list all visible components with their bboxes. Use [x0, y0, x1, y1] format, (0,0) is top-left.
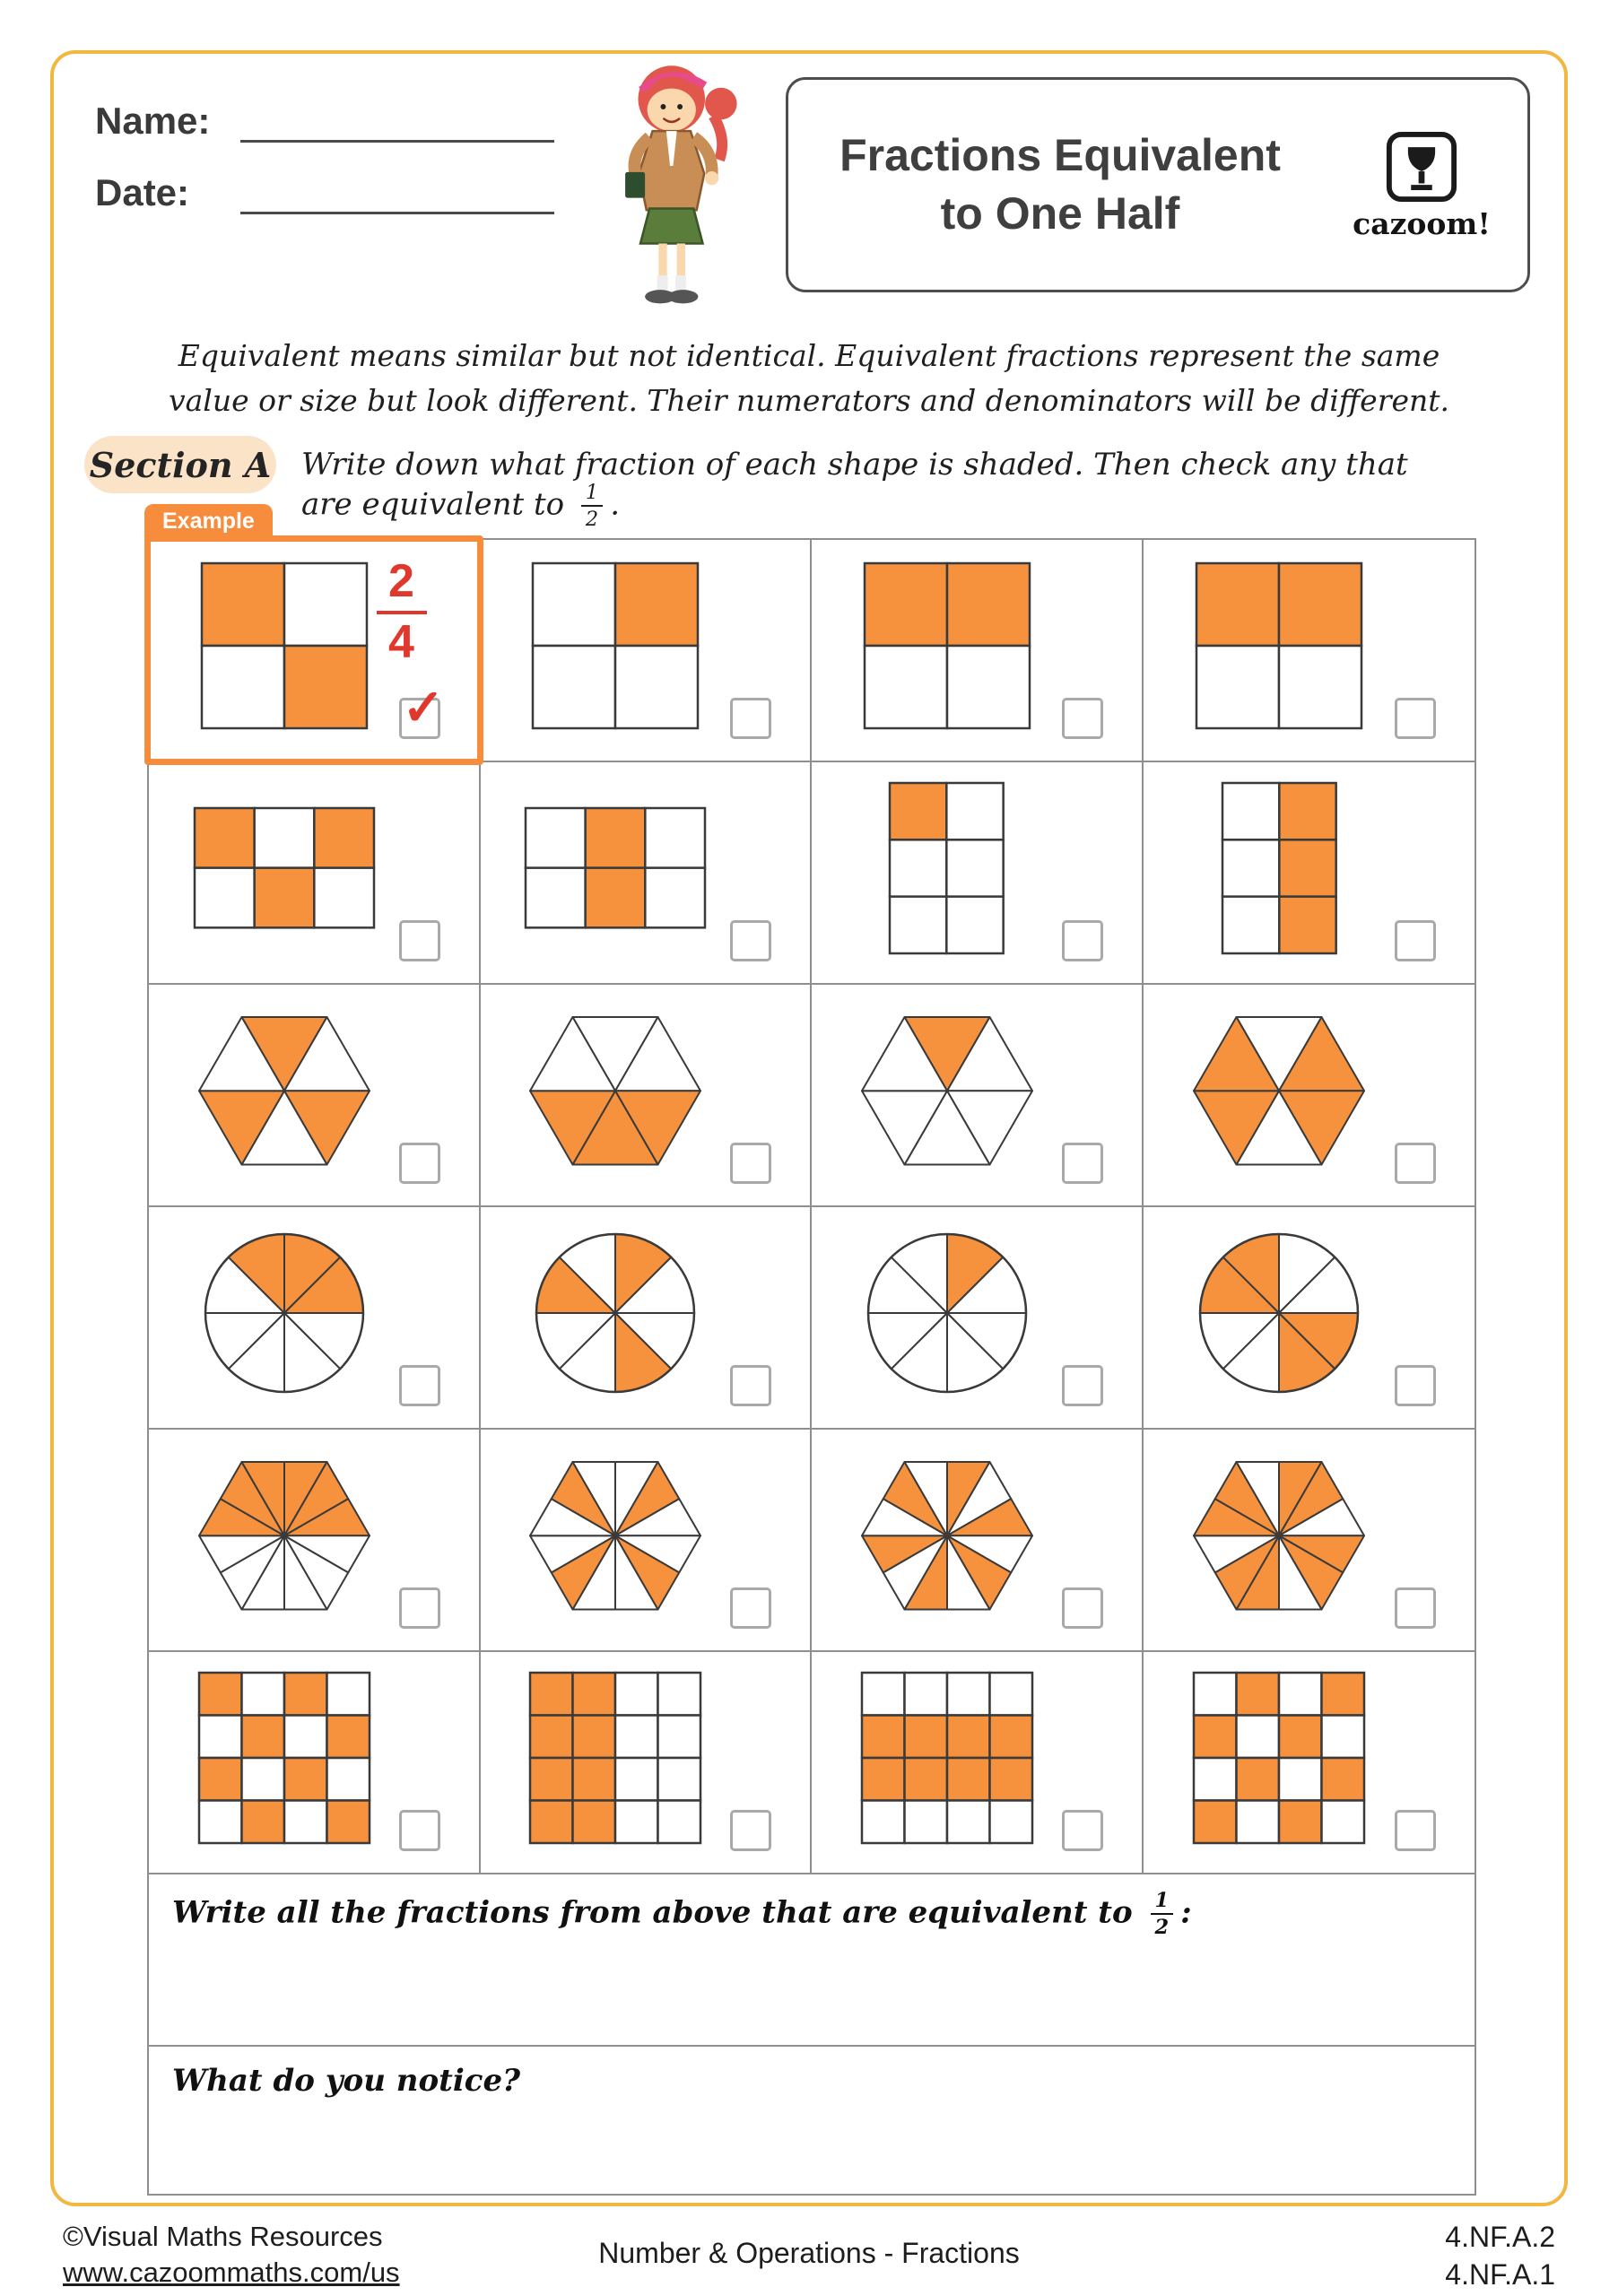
write-fractions-box[interactable]: [149, 1874, 1474, 2047]
fraction-shape-hex6: [812, 988, 1083, 1193]
goblet-icon: [1384, 129, 1459, 204]
website-link[interactable]: www.cazoommaths.com/us: [63, 2257, 400, 2289]
instruction-text: Write down what fraction of each shape is shaded. Then check any that are equivalent to: [301, 447, 1408, 523]
equivalent-checkbox[interactable]: [730, 1810, 771, 1851]
fraction-cell: [481, 1207, 813, 1430]
girl-illustration: [599, 52, 752, 310]
equivalent-checkbox[interactable]: [730, 1143, 771, 1184]
fraction-cell: [1144, 1652, 1475, 1874]
fraction-cell: [149, 762, 481, 985]
intro-text: Equivalent means similar but not identical. Equivalent fractions represent the same value or size but look different. Their numerators and denominators will be different.: [168, 338, 1450, 418]
one-half-fraction: $\frac{1}{2}$: [1151, 1891, 1174, 1938]
equivalent-checkbox[interactable]: [1395, 920, 1436, 961]
fraction-shape-grid: [481, 544, 752, 748]
equivalent-checkbox[interactable]: [1062, 1365, 1103, 1406]
name-row: [95, 99, 554, 143]
example-badge: Example: [144, 504, 273, 538]
equivalent-checkbox[interactable]: [1062, 1143, 1103, 1184]
fraction-cell: [481, 1652, 813, 1874]
fraction-cell: [1144, 540, 1475, 762]
fraction-shape-grid: [481, 766, 752, 970]
equivalent-checkbox[interactable]: [1062, 698, 1103, 739]
equivalent-checkbox[interactable]: [399, 1143, 440, 1184]
equivalent-checkbox[interactable]: [1062, 1810, 1103, 1851]
equivalent-checkbox[interactable]: [1395, 1365, 1436, 1406]
fraction-shape-grid: [481, 1656, 752, 1860]
fraction-cell: [812, 985, 1144, 1207]
red-checkmark-icon: ✓: [402, 679, 445, 735]
fraction-cell: [149, 1207, 481, 1430]
fraction-cell: [812, 540, 1144, 762]
write-fractions-prompt: Write all the fractions from above that are equivalent to $\frac{1}{2}$ :: [172, 1889, 1192, 1940]
fraction-shape-circle8: [1144, 1211, 1416, 1415]
date-row: [95, 170, 554, 214]
page-title: [788, 126, 1332, 243]
section-a-instruction: [301, 447, 1467, 530]
date-input-line[interactable]: [240, 170, 554, 214]
fraction-shape-hex6: [481, 988, 752, 1193]
fraction-cell: [481, 540, 813, 762]
fraction-shape-circle8: [481, 1211, 752, 1415]
fraction-cell: [1144, 1430, 1475, 1652]
fraction-shape-hex12: [481, 1433, 752, 1638]
fraction-shape-grid: [1144, 766, 1416, 970]
page-title-line2: to One Half: [940, 188, 1180, 239]
girl-illustration-svg: [599, 52, 752, 310]
fraction-shape-grid: [1144, 1656, 1416, 1860]
notice-box[interactable]: [149, 2047, 1474, 2194]
fraction-cell: [812, 1430, 1144, 1652]
fraction-cell: [149, 985, 481, 1207]
name-input-line[interactable]: [240, 99, 554, 143]
fraction-shape-grid: [812, 1656, 1083, 1860]
fraction-shape-grid: [149, 1656, 420, 1860]
fraction-cell: [149, 1652, 481, 1874]
fraction-shape-grid: [812, 544, 1083, 748]
equivalent-checkbox[interactable]: [730, 698, 771, 739]
title-box: [786, 77, 1530, 292]
equivalent-checkbox[interactable]: [399, 1587, 440, 1629]
fraction-shape-circle8: [812, 1211, 1083, 1415]
equivalent-checkbox[interactable]: [730, 920, 771, 961]
equivalent-checkbox[interactable]: [1395, 1810, 1436, 1851]
example-answer-fraction: $\frac{2}{4}$: [368, 556, 436, 668]
fraction-shape-hex6: [149, 988, 420, 1193]
equivalent-checkbox[interactable]: [399, 1810, 440, 1851]
equivalent-checkbox[interactable]: [399, 1365, 440, 1406]
equivalent-checkbox[interactable]: [1062, 1587, 1103, 1629]
copyright-text: ©Visual Maths Resources: [63, 2221, 383, 2252]
equivalent-checkbox[interactable]: [1395, 698, 1436, 739]
fraction-cell: [481, 985, 813, 1207]
fraction-shape-hex12: [812, 1433, 1083, 1638]
footer-topic: Number & Operations - Fractions: [598, 2237, 1020, 2269]
fraction-cell: [481, 1430, 813, 1652]
section-a-table: [147, 509, 1476, 2196]
section-a-label: Section A: [84, 436, 276, 493]
name-label: Name:: [95, 100, 211, 142]
fraction-shape-grid: [149, 766, 420, 970]
equivalent-checkbox[interactable]: [730, 1365, 771, 1406]
equivalent-checkbox[interactable]: [1062, 920, 1103, 961]
instruction-suffix: .: [610, 486, 620, 523]
equivalent-checkbox[interactable]: [1395, 1587, 1436, 1629]
example-cell: [149, 509, 481, 762]
fraction-cell: [812, 1207, 1144, 1430]
cazoom-logo: [1332, 129, 1527, 241]
fraction-cell: [149, 1430, 481, 1652]
brand-wordmark: cazoom!: [1353, 205, 1491, 241]
equivalent-checkbox[interactable]: [730, 1587, 771, 1629]
date-label: Date:: [95, 171, 190, 213]
standard-code-2: 4.NF.A.1: [1445, 2257, 1555, 2291]
fraction-cell: [1144, 762, 1475, 985]
standard-code-1: 4.NF.A.2: [1445, 2221, 1555, 2253]
equivalent-checkbox[interactable]: [1395, 1143, 1436, 1184]
fraction-cell: [812, 1652, 1144, 1874]
fraction-cell: [1144, 985, 1475, 1207]
fraction-shape-grid: [1144, 544, 1416, 748]
fraction-shape-hex12: [149, 1433, 420, 1638]
equivalent-checkbox[interactable]: [399, 920, 440, 961]
fraction-shape-circle8: [149, 1211, 420, 1415]
equivalent-checkbox[interactable]: [399, 679, 445, 739]
page-title-line1: Fractions Equivalent: [839, 130, 1281, 180]
notice-prompt: What do you notice?: [172, 2063, 521, 2099]
fraction-shape-grid: [812, 766, 1083, 970]
fraction-cell: [812, 762, 1144, 985]
footer-standards: [1445, 2219, 1555, 2293]
shapes-grid: [149, 509, 1474, 1874]
fraction-cell: [481, 762, 813, 985]
fraction-shape-hex6: [1144, 988, 1416, 1193]
fraction-shape-hex12: [1144, 1433, 1416, 1638]
fraction-cell: [1144, 1207, 1475, 1430]
one-half-fraction: $\frac{1}{2}$: [581, 483, 603, 530]
